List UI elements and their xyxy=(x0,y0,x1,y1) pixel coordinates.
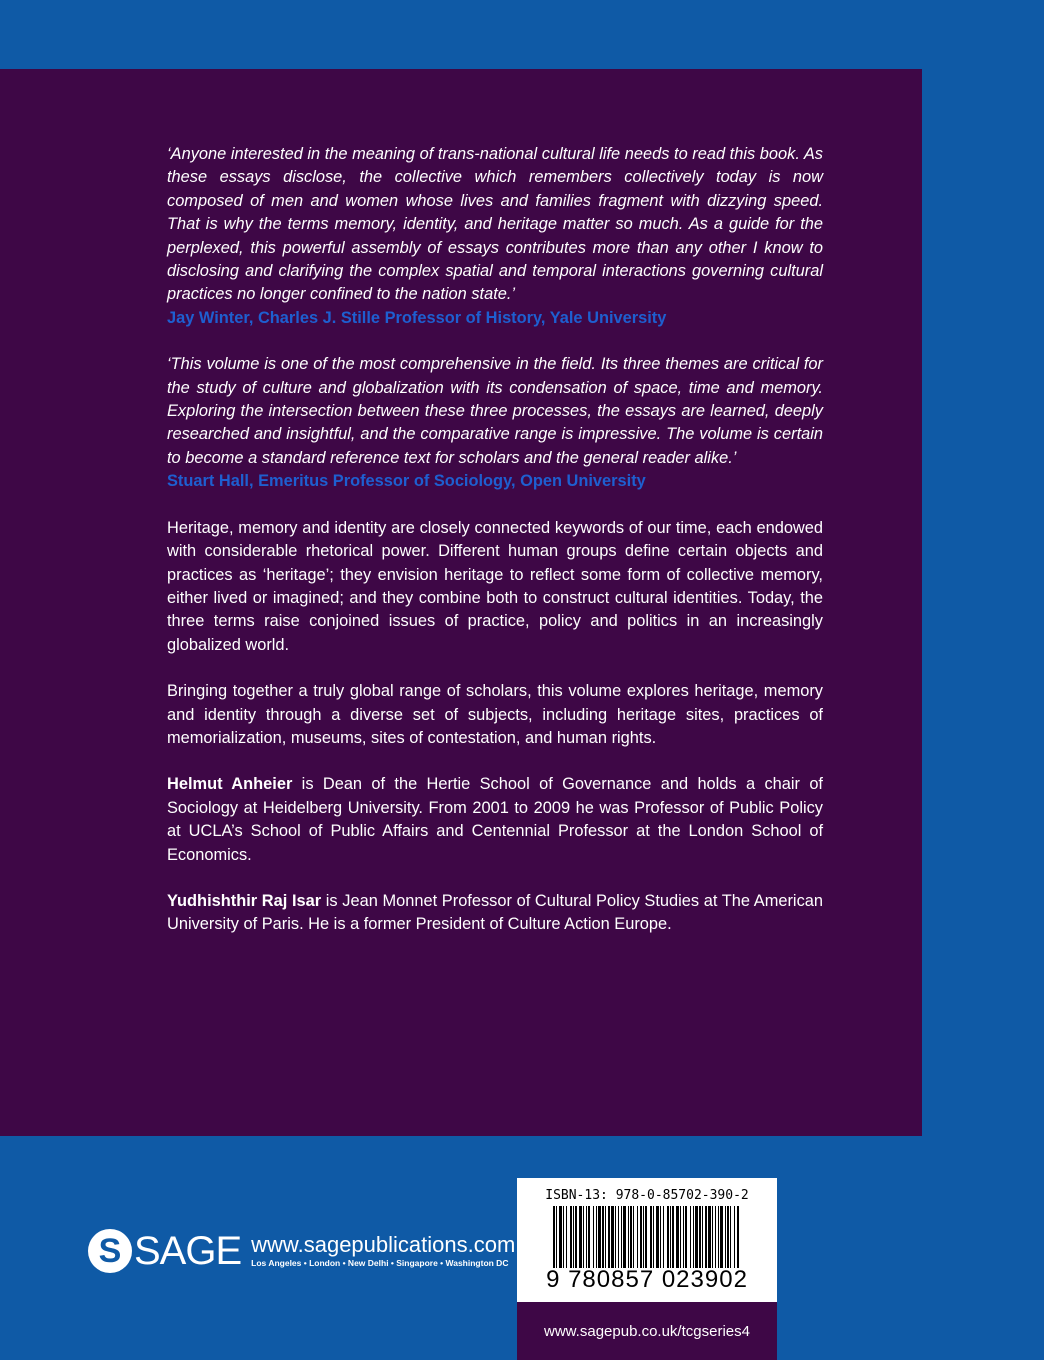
publisher-cities: Los Angeles • London • New Delhi • Singapore • Washington DC xyxy=(251,1258,509,1268)
isbn-label: ISBN-13: 978-0-85702-390-2 xyxy=(545,1188,749,1203)
quote-1-attribution: Jay Winter, Charles J. Stille Professor of History, Yale University xyxy=(167,308,667,327)
author-1-bio xyxy=(167,773,823,867)
series-url-box xyxy=(517,1302,777,1360)
back-cover-text xyxy=(167,143,823,960)
author-1-name: Helmut Anheier xyxy=(167,775,293,794)
author-2-name: Yudhishthir Raj Isar xyxy=(167,891,322,910)
author-2-bio xyxy=(167,890,823,937)
series-url[interactable]: www.sagepub.co.uk/tcgseries4 xyxy=(544,1322,750,1340)
quote-2-text: ‘This volume is one of the most comprehensive in the field. Its three themes are critical for the study of culture and globalization with its condensation of space, time and memory. Exploring the intersection between these three processes, the essays are learned, deeply researched and insightful, and the comparative range is impressive. The volume is certain to become a standard reference text for scholars and the general reader alike.’ xyxy=(167,355,823,467)
author-2-bio-text: is Jean Monnet Professor of Cultural Policy Studies at The American University of Paris. He is a former President of Culture Action Europe. xyxy=(167,891,824,934)
barcode-digits: 9 780857 023902 xyxy=(546,1266,748,1293)
isbn-barcode xyxy=(517,1178,777,1302)
description-paragraph-1: Heritage, memory and identity are closely connected keywords of our time, each endowed with considerable rhetorical power. Different human groups define certain objects and practices as ‘heritage’; they envision heritage to reflect some form of collective memory, either lived or imagined; and they combine both to construct cultural identities. Today, the three terms raise conjoined issues of practice, policy and politics in an increasingly globalized world. xyxy=(167,518,823,654)
publisher-website[interactable]: www.sagepublications.com xyxy=(251,1232,516,1257)
description-paragraph-2: Bringing together a truly global range of scholars, this volume explores heritage, memory and identity through a diverse set of subjects, including heritage sites, practices of memorialization, museums, sites of contestation, and human rights. xyxy=(167,682,823,747)
barcode-bars-icon xyxy=(553,1206,741,1268)
publisher-logo xyxy=(88,1226,515,1276)
sage-s-icon: S xyxy=(88,1229,132,1273)
publisher-info xyxy=(251,1233,515,1269)
quote-2-attribution: Stuart Hall, Emeritus Professor of Sociology, Open University xyxy=(167,472,646,491)
sage-logo-word: SAGE xyxy=(134,1229,242,1273)
quote-1-text: ‘Anyone interested in the meaning of trans-national cultural life needs to read this book. As these essays disclose, the collective which remembers collectively today is now composed of men and women whose lives and families fragment with dizzying speed. That is why the terms memory, identity, and heritage matter so much. As a guide for the perplexed, this powerful assembly of essays contributes more than any other I know to disclosing and clarifying the complex spatial and temporal interactions governing cultural practices no longer confined to the nation state.’ xyxy=(167,145,823,304)
author-1-bio-text: is Dean of the Hertie School of Governance and holds a chair of Sociology at Heidelberg University. From 2001 to 2009 he was Professor of Public Policy at UCLA’s School of Public Affairs and Centennial Professor at the London School of Economics. xyxy=(167,775,823,864)
